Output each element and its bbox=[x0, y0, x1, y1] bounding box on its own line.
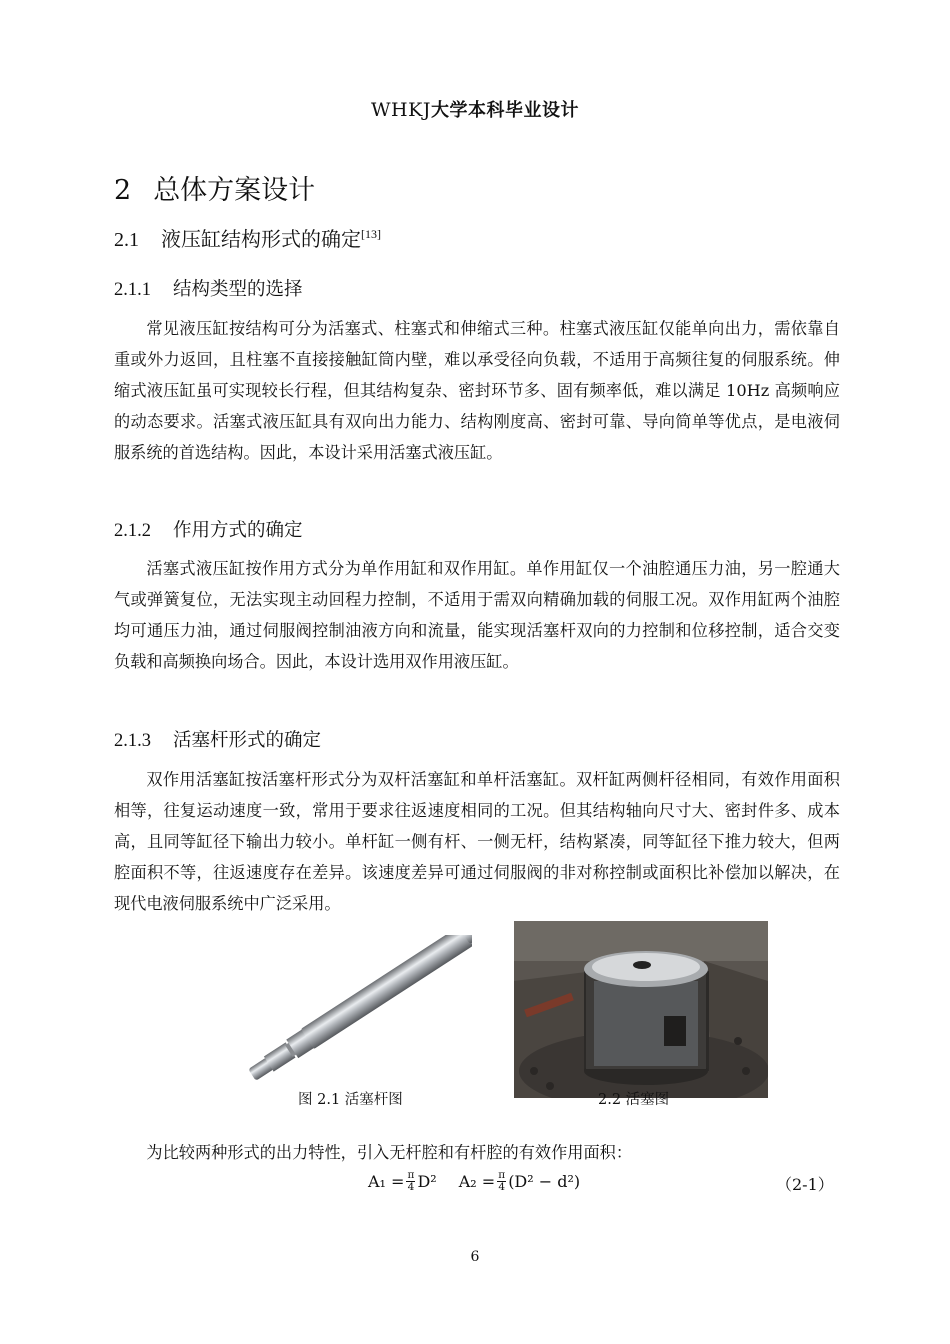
equation-a2: A₂ = bbox=[458, 1172, 496, 1191]
pi-over-four bbox=[497, 1170, 506, 1193]
paragraph: 活塞式液压缸按作用方式分为单作用缸和双作用缸。单作用缸仅一个油腔通压力油，另一腔通大气或弹簧复位，无法实现主动回程力控制，不适用于需双向精确加载的伺服工况。双作用缸两个油腔均可通压力油，通过伺服阀控制油液方向和流量，能实现活塞杆双向的力控制和位移控制，适合交变负载和高频换向场合。因此，本设计选用双作用液压缸。 bbox=[114, 559, 840, 671]
citation-ref: [13] bbox=[361, 227, 381, 241]
frac-numerator: π bbox=[498, 1169, 506, 1181]
frac-denominator: 4 bbox=[498, 1181, 506, 1193]
page-header bbox=[0, 96, 950, 122]
equation-number: （2-1） bbox=[776, 1175, 834, 1194]
chapter-number: 2 bbox=[114, 175, 132, 206]
subsection-title: 活塞杆形式的确定 bbox=[173, 730, 322, 751]
frac-numerator: π bbox=[407, 1169, 415, 1181]
equation bbox=[368, 1170, 580, 1193]
chapter-heading bbox=[114, 168, 315, 207]
subsection-title: 作用方式的确定 bbox=[173, 520, 303, 541]
paragraph: 为比较两种形式的出力特性，引入无杆腔和有杆腔的有效作用面积： bbox=[146, 1143, 633, 1162]
figure-caption-right: 2.2 活塞图 bbox=[598, 1092, 670, 1108]
paragraph: 双作用活塞缸按活塞杆形式分为双杆活塞缸和单杆活塞缸。双杆缸两侧杆径相同，有效作用面积相等，往复运动速度一致，常用于要求往返速度相同的工况。但其结构轴向尺寸大、密封件多、成本高，且同等缸径下输出力较小。单杆缸一侧有杆、一侧无杆，结构紧凑，同等缸径下推力较大，但两腔面积不等，往返速度存在差异。该速度差异可通过伺服阀的非对称控制或面积比补偿加以解决，在现代电液伺服系统中广泛采用。 bbox=[114, 770, 840, 913]
subsection-heading bbox=[114, 726, 321, 752]
section-number: 2.1 bbox=[114, 229, 139, 251]
figure-caption-left: 图 2.1 活塞杆图 bbox=[298, 1092, 403, 1108]
subsection-heading bbox=[114, 275, 303, 301]
section-title: 液压缸结构形式的确定 bbox=[161, 227, 361, 251]
section-heading bbox=[114, 223, 381, 252]
equation-paren-term: (D² − d²) bbox=[508, 1172, 581, 1191]
page-number: 6 bbox=[470, 1249, 480, 1265]
paragraph: 常见液压缸按结构可分为活塞式、柱塞式和伸缩式三种。柱塞式液压缸仅能单向出力，需依靠自重或外力返回，且柱塞不直接接触缸筒内壁，难以承受径向负载，不适用于高频往复的伺服系统。伸缩式液压缸虽可实现较长行程，但其结构复杂、密封环节多、固有频率低，难以满足 10Hz 高频响应的动态要求。活塞式液压缸具有双向出力能力、结构刚度高、密封可靠、导向简单等优点，是电液伺服系统的首选结构。因此，本设计采用活塞式液压缸。 bbox=[114, 319, 840, 462]
header-prefix: WHKJ bbox=[371, 99, 431, 121]
header-title: 大学本科毕业设计 bbox=[430, 100, 579, 121]
frac-denominator: 4 bbox=[407, 1181, 415, 1193]
equation-d-squared: D² bbox=[417, 1172, 437, 1191]
subsection-title: 结构类型的选择 bbox=[173, 279, 303, 300]
equation-a1: A₁ = bbox=[368, 1172, 405, 1191]
subsection-heading bbox=[114, 516, 303, 542]
subsection-number: 2.1.1 bbox=[114, 280, 151, 300]
pi-over-four bbox=[406, 1170, 415, 1193]
piston-photo-image bbox=[514, 921, 768, 1098]
piston-rod-image bbox=[222, 935, 472, 1095]
subsection-number: 2.1.3 bbox=[114, 731, 151, 751]
subsection-number: 2.1.2 bbox=[114, 521, 151, 541]
chapter-title: 总体方案设计 bbox=[153, 175, 316, 206]
